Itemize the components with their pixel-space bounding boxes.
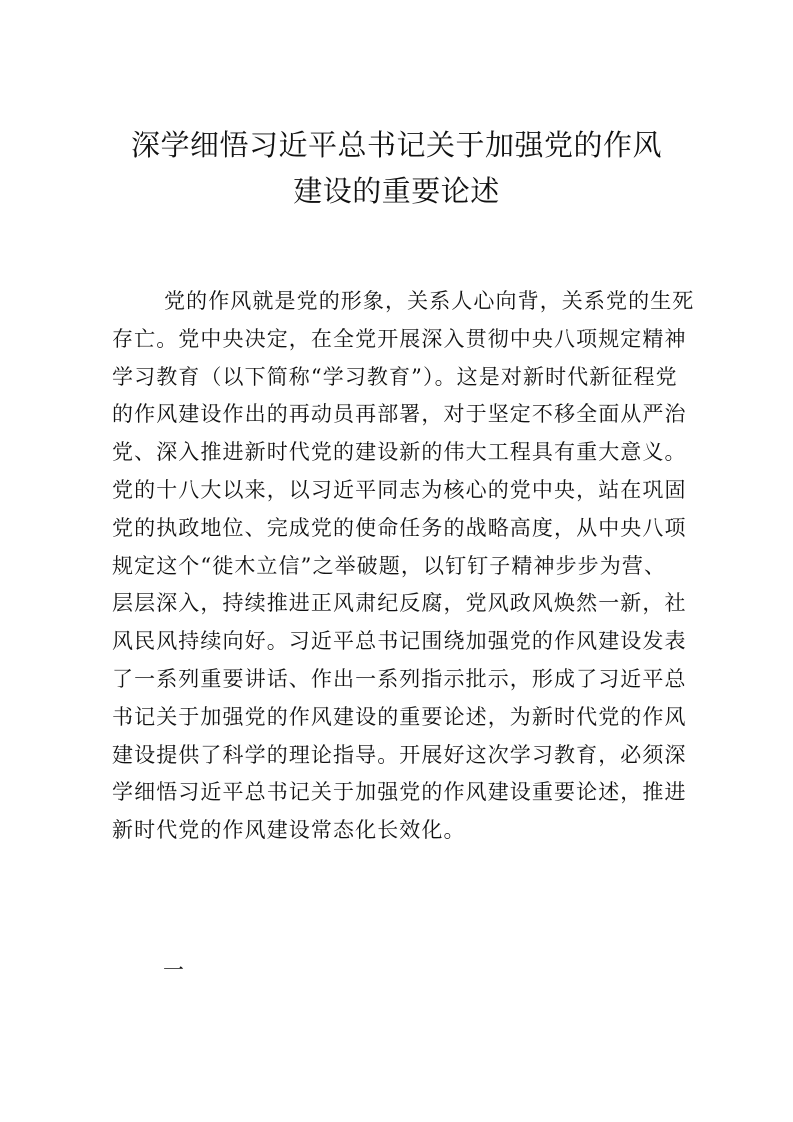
paragraph-line: 了一系列重要讲话、作出一系列指示批示，形成了习近平总 [112,666,687,691]
document-title-line-2: 建设的重要论述 [293,174,500,208]
paragraph-line: 学细悟习近平总书记关于加强党的作风建设重要论述，推进 [112,780,687,805]
paragraph-line: 党、深入推进新时代党的建设新的伟大工程具有重大意义。 [112,440,687,465]
paragraph-line: 层层深入，持续推进正风肃纪反腐，党风政风焕然一新，社 [112,591,687,616]
body-paragraph [112,283,695,850]
paragraph-line: 建设提供了科学的理论指导。开展好这次学习教育，必须深 [112,742,687,767]
paragraph-line: 党的作风就是党的形象，关系人心向背，关系党的生死 [164,289,695,313]
paragraph-line: 党的执政地位、完成党的使命任务的战略高度，从中央八项 [112,515,687,540]
document-title-line-1: 深学细悟习近平总书记关于加强党的作风 [130,128,662,162]
paragraph-line: 的作风建设作出的再动员再部署，对于坚定不移全面从严治 [112,402,687,427]
paragraph-line: 存亡。党中央决定，在全党开展深入贯彻中央八项规定精神 [112,326,687,351]
paragraph-line: 学习教育（以下简称“学习教育”）。这是对新时代新征程党 [112,364,678,389]
section-marker: 一 [163,958,184,982]
paragraph-line: 书记关于加强党的作风建设的重要论述，为新时代党的作风 [112,704,687,729]
paragraph-line: 风民风持续向好。习近平总书记围绕加强党的作风建设发表 [112,629,687,654]
paragraph-line: 党的十八大以来，以习近平同志为核心的党中央，站在巩固 [112,477,687,502]
paragraph-line: 规定这个“徙木立信”之举破题，以钉钉子精神步步为营、 [112,553,667,578]
paragraph-line: 新时代党的作风建设常态化长效化。 [112,818,466,843]
